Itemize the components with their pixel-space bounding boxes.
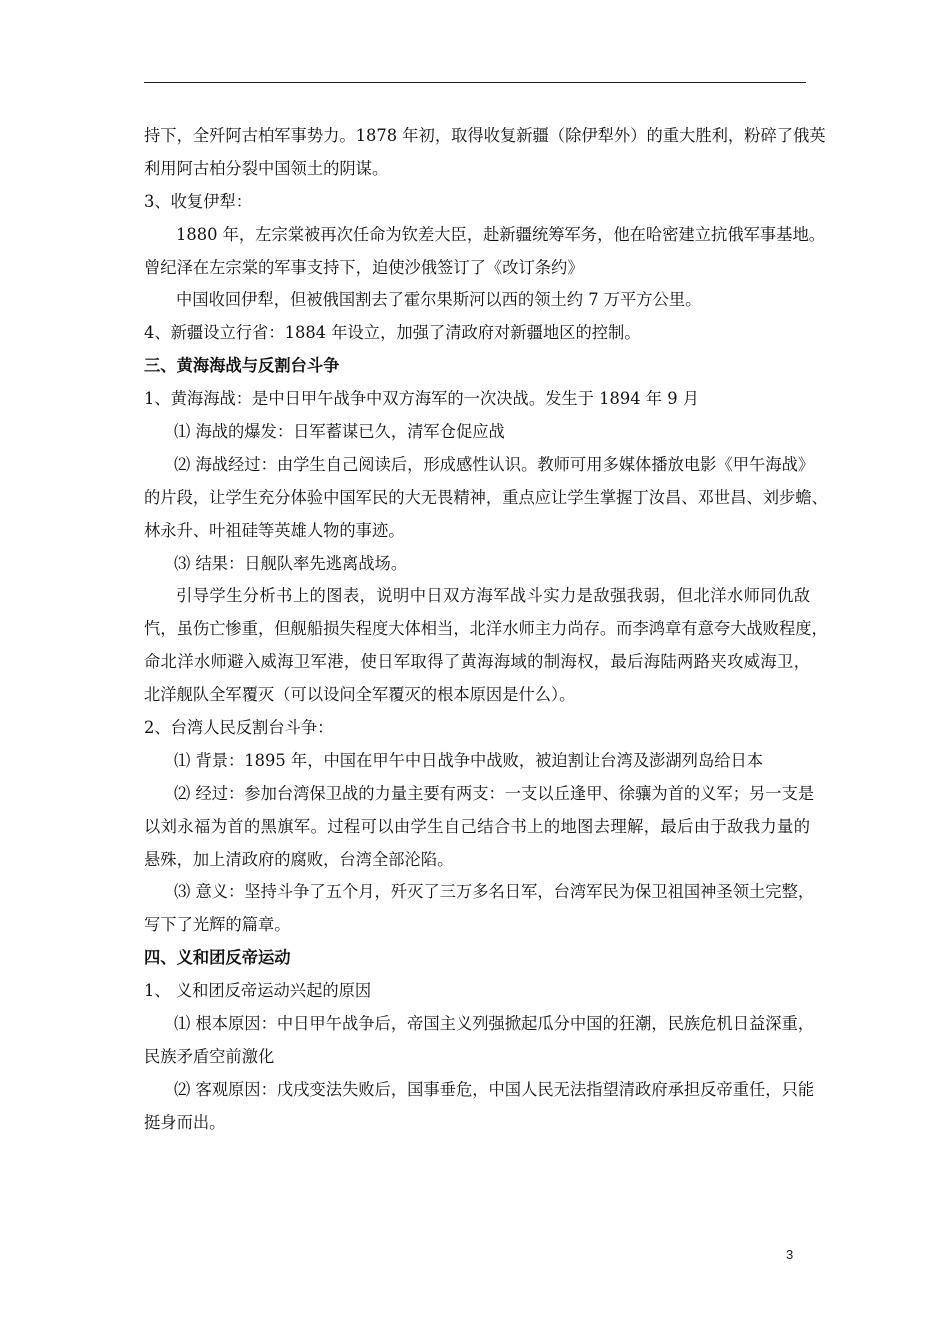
text-line: 悬殊，加上清政府的腐败，台湾全部沦陷。 (144, 849, 454, 869)
text-line: 民族矛盾空前激化 (144, 1046, 275, 1066)
page-number: 3 (786, 1247, 794, 1262)
text-line: ⑶ 结果：日舰队率先逃离战场。 (174, 553, 408, 573)
text-line: 林永升、叶祖硅等英雄人物的事迹。 (144, 520, 405, 540)
text-line: 1、 义和团反帝运动兴起的原因 (144, 981, 372, 1001)
text-line: 2、台湾人民反割台斗争： (144, 718, 334, 738)
text-line: ⑵ 客观原因：戊戌变法失败后，国事垂危，中国人民无法指望清政府承担反帝重任，只能 (174, 1079, 815, 1099)
text-line: 曾纪泽在左宗棠的军事支持下，迫使沙俄签订了《改订条约》 (144, 257, 584, 277)
text-line: 写下了光辉的篇章。 (144, 915, 291, 935)
text-line: 的片段，让学生充分体验中国军民的大无畏精神，重点应让学生掌握丁汝昌、邓世昌、刘步蟾、 (144, 487, 828, 507)
text-line: ⑴ 海战的爆发：日军蓄谋已久，清军仓促应战 (174, 422, 505, 442)
text-line: ⑴ 背景：1895 年，中国在甲午中日战争中战败，被迫割让台湾及澎湖列岛给日本 (174, 750, 764, 770)
text-line: 命北洋水师避入威海卫军港，使日军取得了黄海海域的制海权，最后海陆两路夹攻威海卫， (144, 652, 810, 672)
document-body (144, 120, 828, 1140)
text-line: 4、新疆设立行省：1884 年设立，加强了清政府对新疆地区的控制。 (144, 323, 641, 343)
text-line: ⑵ 经过：参加台湾保卫战的力量主要有两支：一支以丘逢甲、徐骧为首的义军；另一支是 (174, 783, 815, 803)
text-line: 1880 年，左宗棠被再次任命为钦差大臣，赴新疆统筹军务，他在哈密建立抗俄军事基地。 (176, 224, 826, 244)
text-line: 引导学生分析书上的图表，说明中日双方海军战斗实力是敌强我弱，但北洋水师同仇敌 (176, 586, 810, 606)
text-line: 中国收回伊犁，但被俄国割去了霍尔果斯河以西的领土约 7 万平方公里。 (176, 290, 702, 310)
text-line: ⑶ 意义：坚持斗争了五个月，歼灭了三万多名日军，台湾军民为保卫祖国神圣领土完整， (174, 882, 815, 902)
header-rule (144, 82, 806, 83)
text-line: 以刘永福为首的黑旗军。过程可以由学生自己结合书上的地图去理解，最后由于敌我力量的 (144, 816, 810, 836)
text-line: 3、收复伊犁： (144, 191, 253, 211)
text-line: 挺身而出。 (144, 1112, 226, 1132)
section-heading: 三、黄海海战与反割台斗争 (144, 356, 340, 376)
text-line: 北洋舰队全军覆灭（可以设问全军覆灭的根本原因是什么）。 (144, 685, 576, 705)
section-heading: 四、义和团反帝运动 (144, 948, 291, 968)
text-line: 利用阿古柏分裂中国领土的阴谋。 (144, 158, 389, 178)
text-line: 1、黄海海战：是中日甲午战争中双方海军的一次决战。发生于 1894 年 9 月 (144, 389, 700, 409)
text-line: 忾，虽伤亡惨重，但舰船损失程度大体相当，北洋水师主力尚存。而李鸿章有意夸大战败程度， (144, 619, 828, 639)
text-line: 持下，全歼阿古柏军事势力。1878 年初，取得收复新疆（除伊犁外）的重大胜利，粉碎了俄英 (144, 126, 826, 145)
text-line: ⑵ 海战经过：由学生自己阅读后，形成感性认识。教师可用多媒体播放电影《甲午海战》 (174, 454, 815, 474)
text-line: ⑴ 根本原因：中日甲午战争后，帝国主义列强掀起瓜分中国的狂潮，民族危机日益深重， (174, 1014, 815, 1034)
